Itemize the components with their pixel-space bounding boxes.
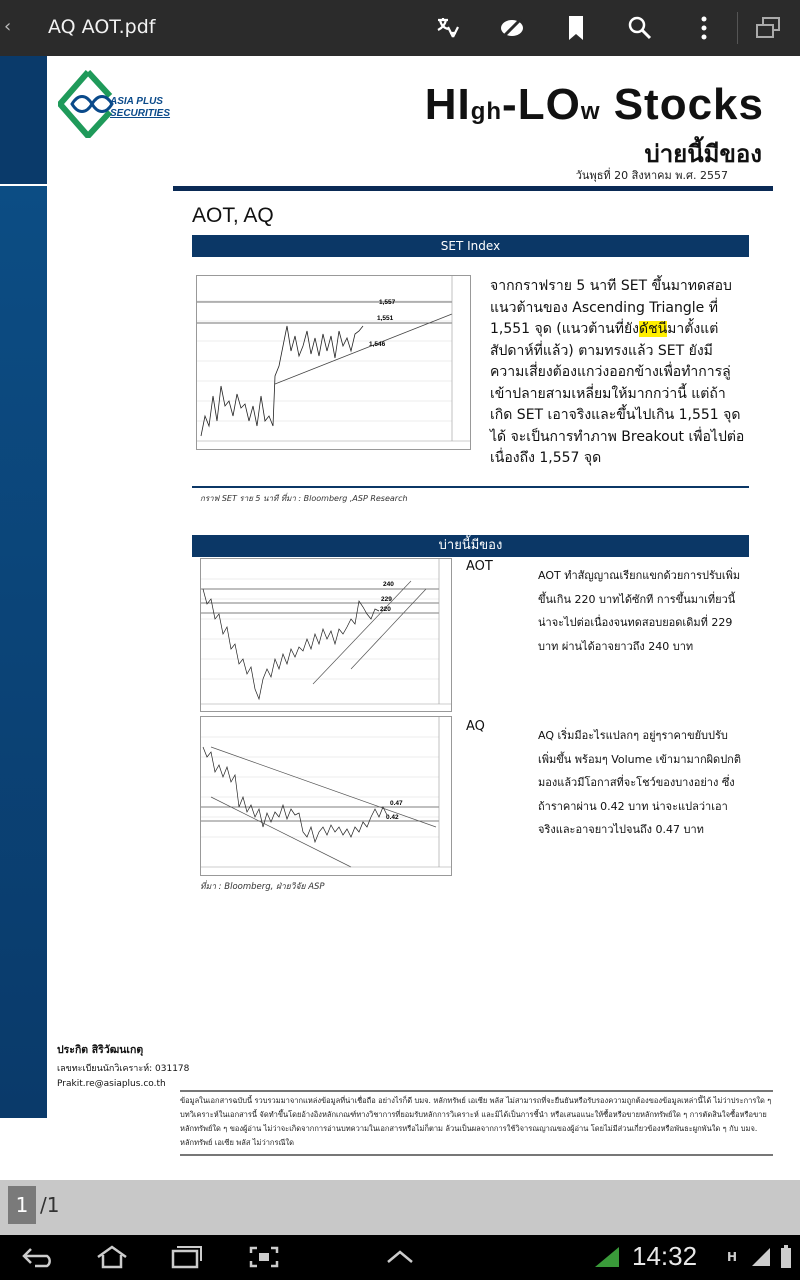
screenshot-icon[interactable]: [242, 1241, 286, 1273]
aq-label-047: 0.47: [390, 800, 403, 807]
aq-heading: AQ: [466, 719, 485, 734]
window-icon[interactable]: [750, 10, 786, 46]
aq-chart: [200, 716, 452, 876]
aq-commentary: AQ เริ่มมีอะไรแปลกๆ อยู่ๆราคาขยับปรับเพิ่มขึ้น พร้อมๆ Volume เข้ามามากผิดปกติ มองแล้วมีโอกาสที่จะโชว์ของบางอย่าง ซึ่งถ้าราคาผ่าน 0.42 บาท น่าจะแปลว่าเอาจริงและอาจยาวไปจนถึง 0.47 บาท: [538, 729, 741, 836]
afternoon-banner: บ่ายนี้มีของ: [192, 535, 749, 557]
home-icon[interactable]: [90, 1241, 134, 1273]
total-pages: /1: [40, 1193, 60, 1217]
set-commentary: จากกราฟราย 5 นาที SET ขึ้นมาทดสอบแนวต้านของ Ascending Triangle ที่ 1,551 จุด (แนวต้านที่ยังดัชนีมาตั้งแต่สัปดาห์ที่แล้ว) ตามทรงแล้ว SET ยังมีความเสี่ยงต้องแกว่งออกข้างเพื่อทำการลู่เข้าปลายสามเหลี่ยมให้มากกว่านี้ แต่ถ้าเกิด SET เอาจริงและขึ้นไปเกิน 1,551 จุดได้ จะเป็นการทำภาพ Breakout เพื่อไปต่อเนื่องถึง 1,557 จุด: [490, 278, 745, 466]
recent-apps-icon[interactable]: [164, 1241, 208, 1273]
battery-icon: [776, 1241, 796, 1273]
more-icon[interactable]: [686, 10, 722, 46]
app-toolbar: [0, 0, 800, 56]
asia-plus-logo: [58, 70, 178, 138]
current-page[interactable]: 1: [8, 1186, 36, 1224]
set-index-chart: [196, 275, 471, 450]
author-name: ประกิต สิริวัฒนเกตุ: [57, 1044, 144, 1056]
document-title: AQ AOT.pdf: [48, 16, 156, 38]
decorative-side-bar: [0, 186, 47, 1118]
author-license: เลขทะเบียนนักวิเคราะห์: 031178: [57, 1064, 190, 1074]
decorative-side-bar: [0, 56, 47, 184]
back-chevron-icon[interactable]: ‹: [4, 16, 12, 37]
page-indicator[interactable]: [8, 1186, 59, 1224]
cell-signal-icon: [748, 1241, 774, 1273]
logo-line-1: ASIA PLUS: [110, 96, 163, 107]
aot-heading: AOT: [466, 559, 493, 574]
author-email[interactable]: Prakit.re@asiaplus.co.th: [57, 1079, 166, 1089]
signal-activity-icon: [590, 1241, 624, 1273]
translate-icon[interactable]: [430, 10, 466, 46]
aot-chart: [200, 558, 452, 712]
back-icon[interactable]: [16, 1241, 60, 1273]
network-type: H: [726, 1250, 738, 1264]
stock-chart-caption: ที่มา : Bloomberg, ฝ่ายวิจัย ASP: [200, 882, 325, 892]
bookmark-icon[interactable]: [558, 10, 594, 46]
aot-commentary: AOT ทำสัญญาณเรียกแขกด้วยการปรับเพิ่มขึ้นเกิน 220 บาทได้ซักที การขึ้นมาเที่ยวนี้ น่าจะไปต่อเนื่องจนทดสอบยอดเดิมที่ 229 บาท ผ่านได้อาจยาวถึง 240 บาท: [538, 569, 741, 653]
up-chevron-icon[interactable]: [378, 1241, 422, 1273]
system-nav-bar: [0, 1235, 800, 1280]
search-icon[interactable]: [622, 10, 658, 46]
aot-label-220: 220: [380, 606, 391, 613]
report-subtitle: บ่ายนี้มีของ: [644, 140, 762, 168]
toolbar-divider: [737, 12, 738, 44]
set-label-1546: 1,546: [369, 341, 386, 348]
report-date: วันพุธที่ 20 สิงหาคม พ.ศ. 2557: [575, 169, 728, 182]
header-rule: [173, 186, 773, 191]
pdf-page[interactable]: [0, 56, 800, 1180]
page-navigation-bar: [0, 1180, 800, 1235]
disclaimer: ข้อมูลในเอกสารฉบับนี้ รวบรวมมาจากแหล่งข้อมูลที่น่าเชื่อถือ อย่างไรก็ดี บมจ. หลักทรัพย์ เอเซีย พลัส ไม่สามารถที่จะยืนยันหรือรับรองความถูกต้องของข้อมูลเหล่านี้ได้ ไม่ว่าประการใด ๆ บทวิเคราะห์ในเอกสารนี้ จัดทำขึ้นโดยอ้างอิงหลักเกณฑ์ทางวิชาการที่ยอมรับหลักการวิเคราะห์ และมิได้เป็นการชี้นำ หรือเสนอแนะให้ซื้อหรือขายหลักทรัพย์ใด ๆ การตัดสินใจซื้อหรือขายหลักทรัพย์ใด ๆ ของผู้อ่าน ไม่ว่าจะเกิดจากการอ่านบทความในเอกสารหรือไม่ก็ตาม ล้วนเป็นผลจากการใช้วิจารณญาณของผู้อ่าน โดยไม่มีส่วนเกี่ยวข้องหรือพันธะผูกพันใด ๆ กับ บมจ. หลักทรัพย์ เอเซีย พลัส ไม่ว่ากรณีใด: [180, 1090, 773, 1156]
aot-label-240: 240: [383, 581, 394, 588]
set-label-1557: 1,557: [379, 299, 396, 306]
section-title: AOT, AQ: [192, 204, 274, 227]
report-headline: HIgh-LOw Stocks: [424, 80, 764, 129]
logo-line-2: SECURITIES: [110, 108, 171, 119]
set-label-1551: 1,551: [377, 315, 394, 322]
annotate-icon[interactable]: [494, 10, 530, 46]
aot-label-229: 229: [381, 596, 392, 603]
set-chart-caption: กราฟ SET ราย 5 นาที ที่มา : Bloomberg ,ASP Research: [200, 494, 408, 503]
status-clock: 14:32: [632, 1241, 698, 1271]
section-rule: [192, 486, 749, 488]
aq-label-042: 0.42: [386, 814, 399, 821]
set-index-banner: SET Index: [192, 235, 749, 257]
